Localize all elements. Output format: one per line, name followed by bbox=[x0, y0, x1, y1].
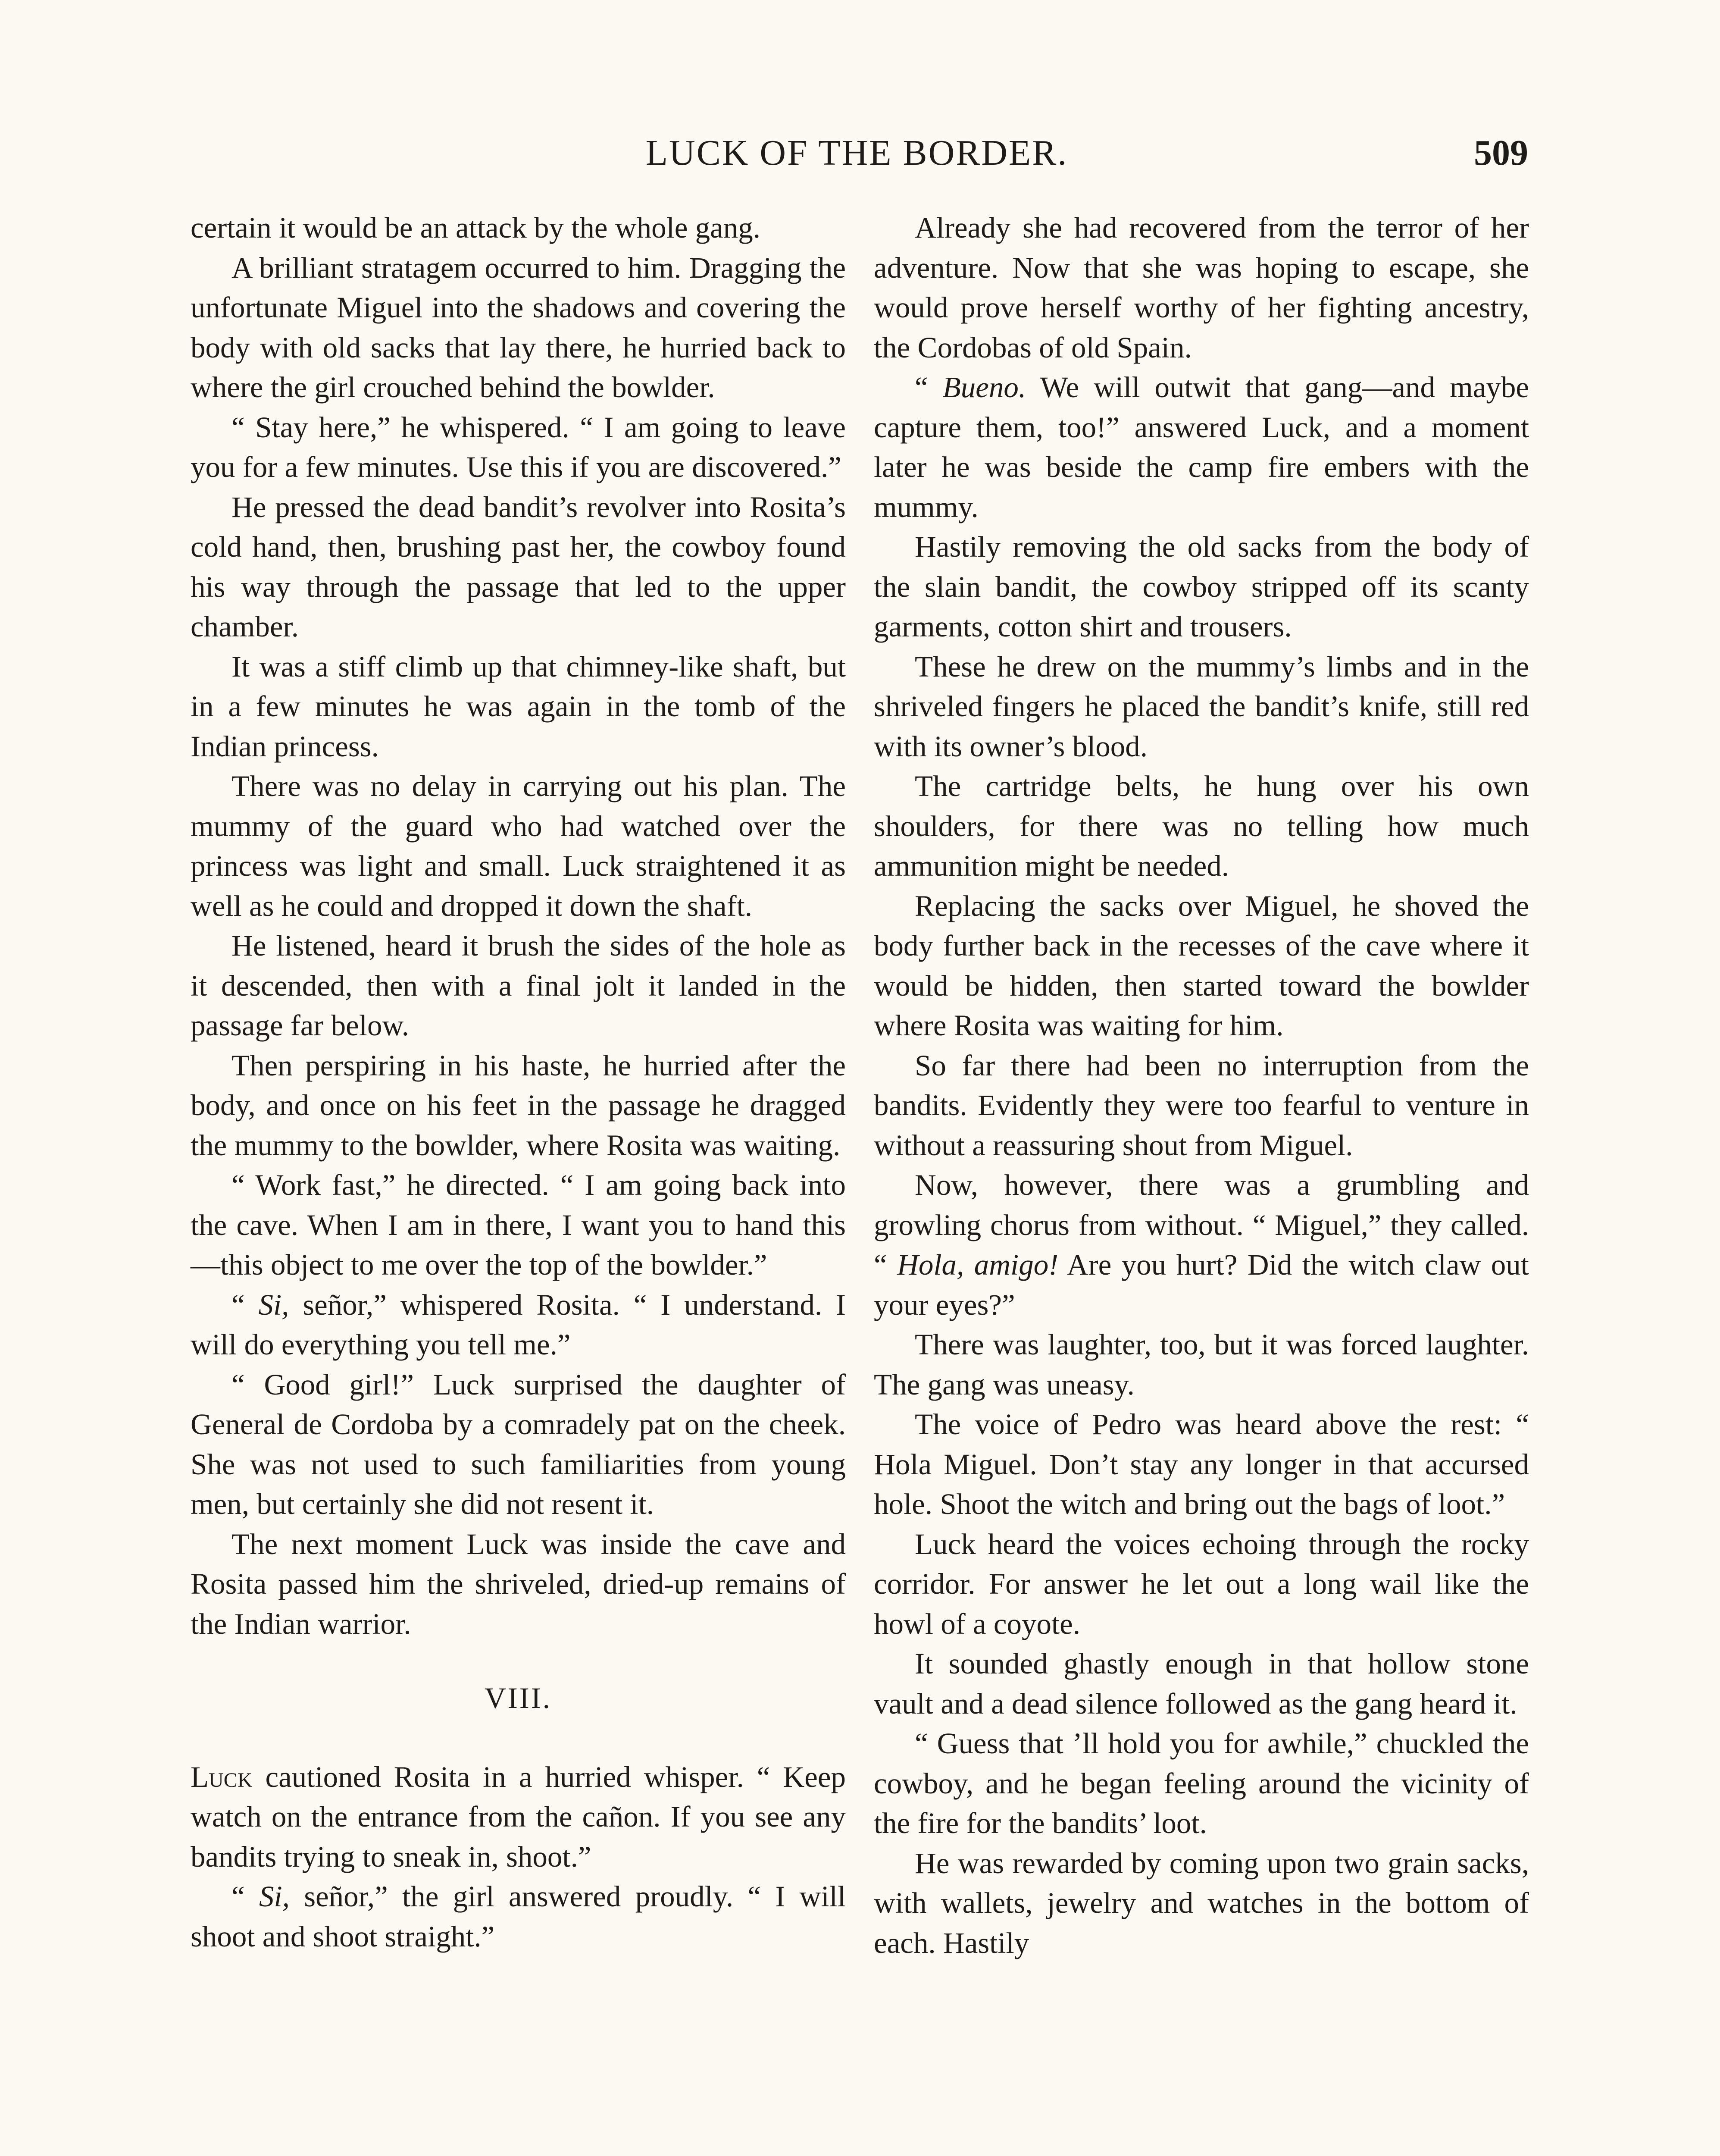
paragraph: So far there had been no interruption from the bandits. Evidently they were too fearful to venture in without a reassuring shout from Miguel. bbox=[874, 1049, 1529, 1162]
paragraph: He pressed the dead bandit’s revolver into Rosita’s cold hand, then, brushing past her, the cowboy found his way through the passage that led to the upper chamber. bbox=[191, 490, 846, 643]
paragraph: Replacing the sacks over Miguel, he shoved the body further back in the recesses of the cave where it would be hidden, then started toward the bowlder where Rosita was waiting for him. bbox=[874, 889, 1529, 1042]
paragraph: “ Si, señor,” whispered Rosita. “ I understand. I will do everything you tell me.” bbox=[191, 1288, 846, 1361]
left-column bbox=[191, 208, 846, 1956]
paragraph: He was rewarded by coming upon two grain sacks, with wallets, jewelry and watches in the bottom of each. Hastily bbox=[874, 1846, 1529, 1959]
paragraph: Luck heard the voices echoing through the rocky corridor. For answer he let out a long wail like the howl of a coyote. bbox=[874, 1527, 1529, 1640]
italic-si: Si, bbox=[258, 1288, 289, 1321]
paragraph: Then perspiring in his haste, he hurried after the body, and once on his feet in the passage he dragged the mummy to the bowlder, where Rosita was waiting. bbox=[191, 1049, 846, 1162]
paragraph-text: Now, however, there was a grumbling and growling chorus from without. “ Miguel,” they called. “ bbox=[874, 1169, 1529, 1281]
paragraph: A brilliant stratagem occurred to him. Dragging the unfortunate Miguel into the shadows and covering the body with old sacks that lay there, he hurried back to where the girl crouched behind the bowlder. bbox=[191, 251, 846, 404]
paragraph: It was a stiff climb up that chimney-like shaft, but in a few minutes he was again in the tomb of the Indian princess. bbox=[191, 650, 846, 763]
paragraph: The voice of Pedro was heard above the rest: “ Hola Miguel. Don’t stay any longer in that accursed hole. Shoot the witch and bring out the bags of loot.” bbox=[874, 1408, 1529, 1520]
paragraph-text: señor,” whispered Rosita. “ I understand. I will do everything you tell me.” bbox=[191, 1288, 846, 1361]
paragraph-text: We will outwit that gang—and maybe capture them, too!” answered Luck, and a moment later he was beside the camp fire embers with the mummy. bbox=[874, 371, 1529, 523]
chapter-heading: VIII. bbox=[484, 1682, 552, 1714]
paragraph: There was laughter, too, but it was forced laughter. The gang was uneasy. bbox=[874, 1328, 1529, 1401]
paragraph: “ Guess that ’ll hold you for awhile,” chuckled the cowboy, and he began feeling around the vicinity of the fire for the bandits’ loot. bbox=[874, 1727, 1529, 1839]
italic-hola: Hola, amigo! bbox=[897, 1248, 1059, 1281]
paragraph: There was no delay in carrying out his plan. The mummy of the guard who had watched over the princess was light and small. Luck straightened it as well as he could and dropped it down the shaft. bbox=[191, 770, 846, 922]
paragraph: He listened, heard it brush the sides of the hole as it descended, then with a final jolt it landed in the passage far below. bbox=[191, 929, 846, 1042]
paragraph: “ Stay here,” he whispered. “ I am going to leave you for a few minutes. Use this if you are discovered.” bbox=[191, 411, 846, 483]
chapter-lead-word: Luck bbox=[191, 1760, 253, 1793]
right-column bbox=[874, 208, 1529, 1963]
paragraph: “ Good girl!” Luck surprised the daughter of General de Cordoba by a comradely pat on the cheek. She was not used to such familiarities from young men, but certainly she did not resent it. bbox=[191, 1368, 846, 1520]
paragraph-text: señor,” the girl answered proudly. “ I will shoot and shoot straight.” bbox=[191, 1880, 846, 1953]
paragraph: “ Work fast,” he directed. “ I am going back into the cave. When I am in there, I want you to hand this—this object to me over the top of the bowlder.” bbox=[191, 1169, 846, 1281]
paragraph: It sounded ghastly enough in that hollow stone vault and a dead silence followed as the gang heard it. bbox=[874, 1647, 1529, 1720]
paragraph bbox=[191, 1757, 846, 1877]
paragraph: “ Si, señor,” the girl answered proudly. “ I will shoot and shoot straight.” bbox=[191, 1880, 846, 1953]
running-head: LUCK OF THE BORDER. bbox=[645, 133, 1068, 173]
page-number: 509 bbox=[1474, 133, 1528, 173]
italic-bueno: Bueno. bbox=[942, 371, 1026, 404]
paragraph: The next moment Luck was inside the cave and Rosita passed him the shriveled, dried-up remains of the Indian warrior. bbox=[191, 1527, 846, 1640]
paragraph bbox=[874, 1165, 1529, 1325]
page-header bbox=[185, 125, 1528, 190]
paragraph: The cartridge belts, he hung over his own shoulders, for there was no telling how much ammunition might be needed. bbox=[874, 770, 1529, 882]
paragraph-text: Are you hurt? Did the witch claw out your eyes?” bbox=[874, 1248, 1529, 1321]
paragraph: Already she had recovered from the terror of her adventure. Now that she was hoping to escape, she would prove herself worthy of her fighting ancestry, the Cordobas of old Spain. bbox=[874, 211, 1529, 364]
paragraph-text: cautioned Rosita in a hurried whisper. “ Keep watch on the entrance from the cañon. If you see any bandits trying to sneak in, shoot.” bbox=[191, 1760, 846, 1873]
italic-si: Si, bbox=[259, 1880, 290, 1913]
paragraph: Hastily removing the old sacks from the body of the slain bandit, the cowboy stripped off its scanty garments, cotton shirt and trousers. bbox=[874, 530, 1529, 643]
paragraph: certain it would be an attack by the whole gang. bbox=[191, 211, 761, 244]
paragraph: “ Bueno. We will outwit that gang—and maybe capture them, too!” answered Luck, and a moment later he was beside the camp fire embers with the mummy. bbox=[874, 371, 1529, 523]
paragraph: These he drew on the mummy’s limbs and in the shriveled fingers he placed the bandit’s knife, still red with its owner’s blood. bbox=[874, 650, 1529, 763]
